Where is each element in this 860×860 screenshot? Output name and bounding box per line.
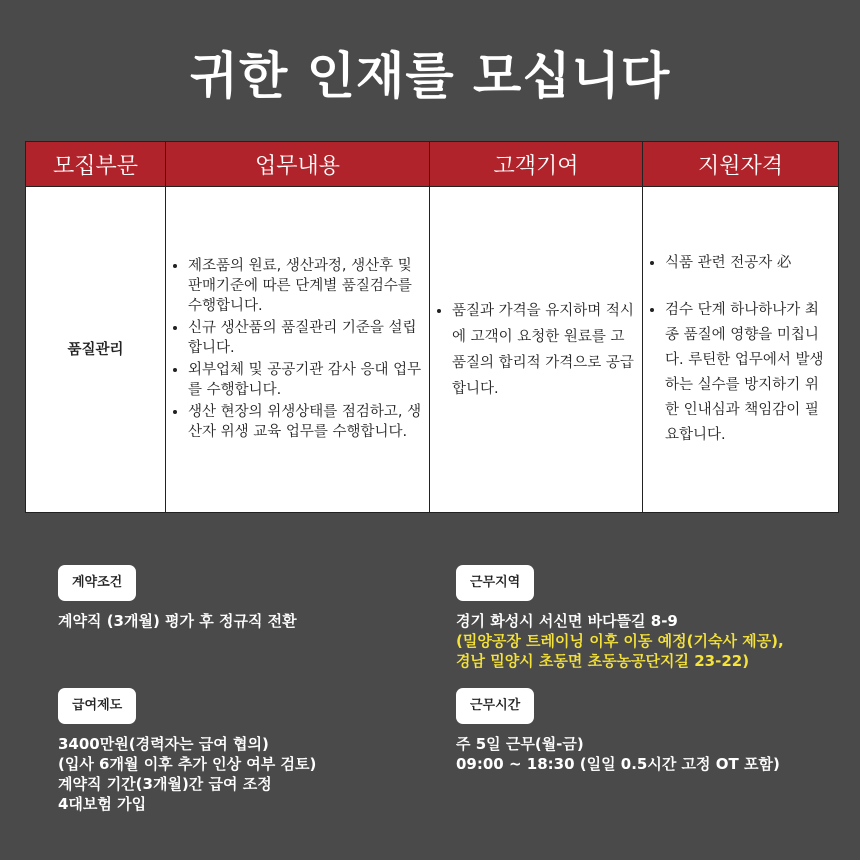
location-address: 경기 화성시 서신면 바다뜰길 8-9 — [456, 612, 678, 630]
qualifications-list — [643, 251, 838, 448]
salary-section — [58, 688, 316, 814]
list-item: • 품질과 가격을 유지하며 적시에 고객이 요청한 원료를 고품질의 합리적 가격으로 공급합니다. — [452, 298, 636, 402]
location-section — [456, 565, 784, 671]
salary-line: 계약직 기간(3개월)간 급여 조정 — [58, 775, 272, 793]
salary-line: 3400만원(경력자는 급여 협의) — [58, 735, 269, 753]
page-title: 귀한 인재를 모십니다 — [189, 47, 671, 105]
duties-list — [166, 256, 429, 442]
list-item: • 제조품의 원료, 생산과정, 생산후 및 판매기준에 따른 단계별 품질검수를 수행합니다. — [188, 256, 423, 316]
header-contribution: 고객기여 — [430, 142, 643, 187]
contract-section — [58, 565, 297, 631]
hours-line: 주 5일 근무(월-금) — [456, 735, 584, 753]
salary-badge: 급여제도 — [58, 688, 136, 724]
qualifications-cell — [643, 187, 839, 513]
list-item: • 생산 현장의 위생상태를 점검하고, 생산자 위생 교육 업무를 수행합니다. — [188, 402, 423, 442]
location-note-line1: (밀양공장 트레이닝 이후 이동 예정(기숙사 제공), — [456, 632, 784, 650]
contribution-list — [430, 298, 642, 402]
contribution-cell — [430, 187, 643, 513]
hours-badge: 근무시간 — [456, 688, 534, 724]
location-text — [456, 611, 784, 671]
salary-line: (입사 6개월 이후 추가 인상 여부 검토) — [58, 755, 317, 773]
location-note-line2: 경남 밀양시 초동면 초동농공단지길 23-22) — [456, 652, 750, 670]
header-duties: 업무내용 — [166, 142, 430, 187]
table-header-row — [26, 142, 839, 187]
salary-line: 4대보험 가입 — [58, 795, 147, 813]
hours-section — [456, 688, 780, 774]
header-qualifications: 지원자격 — [643, 142, 839, 187]
duties-cell — [166, 187, 430, 513]
location-badge: 근무지역 — [456, 565, 534, 601]
contract-badge: 계약조건 — [58, 565, 136, 601]
list-item: • 검수 단계 하나하나가 최종 품질에 영향을 미칩니다. 루틴한 업무에서 발생하는 실수를 방지하기 위한 인내심과 책임감이 필요합니다. — [665, 298, 832, 448]
recruitment-table — [25, 141, 839, 513]
list-item: • 신규 생산품의 품질관리 기준을 설립합니다. — [188, 318, 423, 358]
list-item: • 식품 관련 전공자 必 — [665, 251, 832, 276]
department-cell: 품질관리 — [26, 187, 166, 513]
header-department: 모집부문 — [26, 142, 166, 187]
salary-text — [58, 734, 316, 814]
hours-text — [456, 734, 780, 774]
list-item: • 외부업체 및 공공기관 감사 응대 업무를 수행합니다. — [188, 360, 423, 400]
contract-text: 계약직 (3개월) 평가 후 정규직 전환 — [58, 612, 297, 630]
hours-line: 09:00 ~ 18:30 (일일 0.5시간 고정 OT 포함) — [456, 755, 780, 773]
table-row — [26, 187, 839, 513]
